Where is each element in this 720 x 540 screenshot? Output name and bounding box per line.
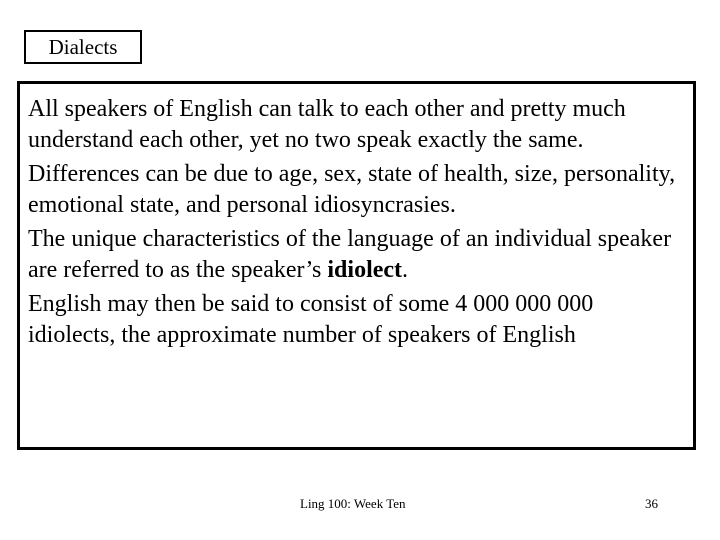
slide-title-box (24, 30, 142, 64)
content-box (17, 81, 696, 450)
paragraph-3-end: . (402, 256, 409, 283)
page-number: 36 (645, 496, 658, 511)
paragraph-3 (28, 224, 685, 285)
footer-course: Ling 100: Week Ten (300, 496, 406, 511)
paragraph-3-text: The unique characteristics of the language of an individual speaker are referred to as the speaker’s (28, 226, 672, 283)
idiolect-term: idiolect (327, 256, 403, 283)
paragraph-1: All speakers of English can talk to each other and pretty much understand each other, yet no two speak exactly the same. (28, 96, 626, 153)
paragraph-4: English may then be said to consist of some 4 000 000 000 idiolects, the approximate number of speakers of English (28, 291, 594, 348)
slide-title: Dialects (48, 34, 118, 59)
paragraph-2: Differences can be due to age, sex, state of health, size, personality, emotional state, and personal idiosyncrasies. (28, 161, 676, 218)
